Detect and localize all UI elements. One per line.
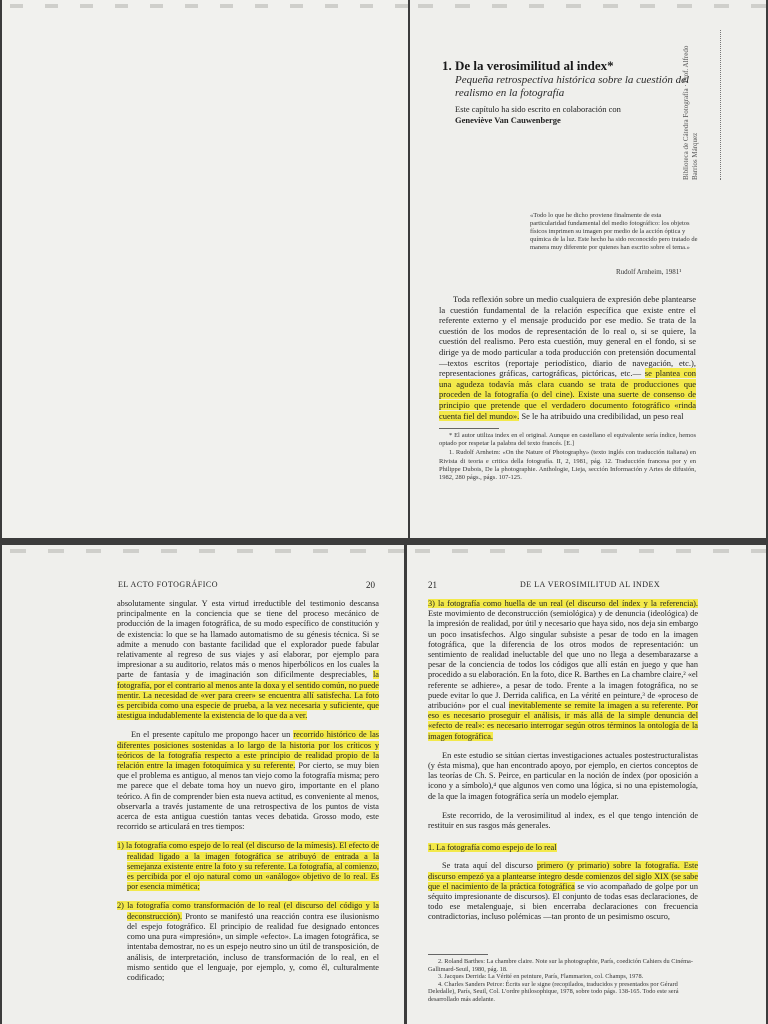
- scan-edge-marks: [407, 549, 766, 557]
- paragraph-text: Se trata aquí del discurso: [442, 861, 533, 871]
- highlighted-heading: 1. La fotografía como espejo de lo real: [428, 843, 557, 853]
- paragraph: [428, 861, 698, 922]
- list-item: [117, 901, 379, 983]
- text-column: [117, 599, 379, 992]
- page-number: 20: [366, 580, 375, 590]
- collab-name: Geneviève Van Cauwenberge: [455, 115, 561, 125]
- paragraph-text: absolutamente singular. Y esta virtud irreductible del testimonio descansa principalmente en la conciencia que se tiene del proceso mecánico de producción de la imagen fotográfica, de su modo específico de constitución y de existencia: lo que se ha llamado automatismo de su génesis técnica. Si se admite a menudo con bastante facilidad que el explorador puede fabular relativamente al regreso de sus viajes y así elaborar, por ejemplo para impresionar a su auditorio, relatos más o menos hiperbólicos en los cuales la parte de fantasía y de imaginación son difícilmente despreciables,: [117, 599, 379, 680]
- scan-edge-marks: [2, 549, 404, 557]
- highlighted-passage: la fotografía, por el contrario al menos ante la doxa y el sentido común, no puede mentir. La necesidad de «ver para creer» se encuentra allí satisfecha. La foto es percibida como una especie de prueba, a la vez necesaria y suficiente, que atestigua indudablemente la existencia de lo que da a ver.: [117, 670, 379, 721]
- highlighted-passage: recorrido histórico de las diferentes posiciones sostenidas a lo largo de la historia por los críticos y teóricos de la fotografía respecto a este principio de realidad propio de la relación entre la imagen fotoquímica y su referente.: [117, 730, 379, 771]
- paragraph: En este estudio se sitúan ciertas investigaciones actuales postestructuralistas (y ésta misma), que han encontrado apoyo, por ejemplo, en ciertos conceptos de las teorías de Ch. S. Peirce, en particular en la noción de índex (por oposición a icono y a símbolo),⁴ que algunos ven como una lógica, si no una epistemología, de la que la imagen fotográfica sería un modelo ejemplar.: [428, 750, 698, 801]
- epigraph: «Todo lo que he dicho proviene finalmente de esta particularidad fundamental del medio fotográfico: los objetos físicos imprimen su imagen por medio de la acción óptica y química de la luz. Este hecho ha sido reconocido pero tratado de manera muy diferente por quienes han escrito sobre el tema.»: [530, 212, 698, 251]
- chapter-subtitle: Pequeña retrospectiva histórica sobre la cuestión del realismo en la fotografía: [455, 74, 690, 99]
- paragraph-text: Se le ha atribuido una credibilidad, un peso real: [521, 410, 684, 421]
- section-heading: [428, 843, 698, 853]
- paragraph-text: Por cierto, se muy bien que el problema es antiguo, al menos tan viejo como la fotografía misma; pero me parece que el debate toma hoy un nuevo giro, importante en el plano teórico. A fin de comprender bien esta nueva actitud, es conveniente al menos, observarla a través justamente de una retrospectiva de los puntos de vista acerca de esta antigua cuestión tantas veces debatida. Grosso modo, este recorrido se articulará en tres tiempos:: [117, 761, 380, 832]
- footnotes: [428, 958, 698, 1004]
- footnote: 1. Rudolf Arnheim: «On the Nature of Photography» (texto inglés con traducción italiana) en Rivista di teoria e critica della fotografía. II, 2, 1981, pág. 12. Traducción francesa por y en Philippe Dubois, De la photographie. Anthologie, Lieja, sección Información y Artes de difusión, 1982, 280 págs., págs. 107-125.: [439, 449, 696, 482]
- footnote: * El autor utiliza index en el original. Aunque en castellano el equivalente sería índice, hemos optado por respetar la palabra del texto francés. [E.]: [439, 432, 696, 448]
- scan-edge-marks: [410, 4, 766, 12]
- footnote: 4. Charles Sanders Peirce: Écrits sur le signe (recopilados, traducidos y presentados por Gérard Deledalle), París, Seuil, Col. L'ordre philosophique, 1978, sobre todo págs. 138-165. Todo este será desarrollado más adelante.: [428, 980, 679, 1003]
- highlighted-passage: 2) la fotografía como transformación de lo real (el discurso del código y la deconstrucción).: [117, 901, 379, 921]
- list-item: [428, 599, 698, 742]
- footnote: 3. Jacques Derrida: La Vérité en peinture, París, Flammarion, col. Champs, 1978.: [438, 973, 644, 981]
- running-head: DE LA VEROSIMILITUD AL INDEX: [520, 580, 661, 589]
- footnote: 2. Roland Barthes: La chambre claire. Note sur la photographie, París, coedición Cahiers du Cinéma-Gallimard-Seuil, 1980, pág. 18.: [428, 958, 693, 973]
- page-number: 21: [428, 580, 437, 590]
- epigraph-attribution: Rudolf Arnheim, 1981¹: [616, 268, 682, 276]
- running-head: EL ACTO FOTOGRÁFICO: [118, 580, 219, 589]
- highlighted-passage: inevitablemente se remite la imagen a su referente. Por eso es necesario proseguir el análisis, ir más allá de la simple denuncia del «efecto de real»: es necesario interrogar según otros términos la ontología de la imagen fotográfica.: [428, 701, 698, 741]
- paragraph-text: se vio acompañado de golpe por un séquito impresionante de discursos). El conjunto de todas esas declaraciones, de todo ese metalenguaje, si bien encerraba declaraciones con frecuencia contradictorias, incluso polémicas —tan pronto de un pesimismo oscuro,: [428, 881, 698, 922]
- list-item: [117, 841, 379, 892]
- paragraph-text: En el presente capítulo me propongo hacer un: [131, 730, 291, 740]
- blank-page: [2, 0, 408, 538]
- chapter-title: 1. De la verosimilitud al index*: [442, 58, 614, 73]
- paragraph: [117, 599, 379, 721]
- opening-paragraph: [439, 294, 696, 421]
- collab-text: Este capítulo ha sido escrito en colaboración con: [455, 104, 621, 114]
- paragraph-text: Este movimiento de deconstrucción (semiológica) y de denuncia (ideológica) de la impresión de realidad, por útil y necesario que haya sido, nos deja sin embargo un poco insatisfechos. Algo singular subsiste a pesar de todo en la imagen fotográfica, que la diferencia de los otros modos de representación: un sentimiento de realidad ineluctable del que uno no llega a desembarazarse a pesar de la conciencia de todos los códigos que allí están en juego y que han procedido a su elaboración. En la foto, dice R. Barthes en La chambre claire,² «el referente se adhiere», a pesar de todo. Frente a la imagen fotográfica, no se puede evitar lo que J. Derrida califica, en La vérité en peinture,³ de «proceso de atribución» por el cual: [428, 609, 698, 711]
- paragraph-text: Toda reflexión sobre un medio cualquiera de expresión debe plantearse la cuestión fundamental de la relación específica que existe entre el referente externo y el mensaje producido por ese medio. Se trata de la cuestión de los modos de representación de lo real o, si se quiere, la cuestión del realismo. Pero esta cuestión, muy general en el fondo, si se dirige ya de modo particular a toda producción con pretensión documental —textos escritos (reportaje periodístico, diario de navegación, etc.), representaciones gráficas, cartográficas, pictóricas, etc.—: [439, 294, 696, 379]
- highlighted-passage: 1) la fotografía como espejo de lo real (el discurso de la mímesis). El efecto de realidad ligado a la imagen fotográfica se atribuyó de entrada a la semejanza existente entre la foto y su referente. La fotografía, al comienzo, es percibida por el ojo natural como un «análogo» objetivo de lo real. Es por esencia mimética;: [117, 841, 379, 892]
- text-column: [428, 599, 698, 932]
- footnote-rule: [439, 428, 499, 429]
- paragraph: Este recorrido, de la verosimilitud al index, es el que tengo intención de restituir en sus rasgos más generales.: [428, 810, 698, 831]
- highlighted-passage: se plantea con una agudeza todavía más clara cuando se trata de producciones que proceden de la fotografía (o del cine). Existe una suerte de consenso de principio que pretende que el verdadero documento fotográfico «rinda cuenta fiel del mundo».: [439, 368, 697, 421]
- paragraph-text: Pronto se manifestó una reacción contra ese ilusionismo del espejo fotográfico. El principio de realidad fue designado entonces como una pura «impresión», un simple «efecto». La imagen fotográfica, se intentaba demostrar, no es un espejo neutro sino un útil de transposición, de análisis, de interpretación, incluso de transformación de lo real, en el mismo sentido que el lenguaje, por ejemplo, y, como él, culturalmente codificado;: [127, 911, 379, 982]
- library-stamp: Biblioteca de Cátedra Fotografía · Prof. Alfredo Barrios Márquez: [682, 30, 721, 180]
- footnote-rule: [428, 954, 488, 955]
- collaboration-note: [455, 104, 685, 126]
- highlighted-passage: primero (y primario) sobre la fotografía. Este discurso empezó ya a plantearse íntegro desde comienzos del siglo XIX (se sabe que el nacimiento de la práctica fotográfica: [428, 861, 698, 891]
- scan-edge-marks: [2, 4, 408, 12]
- paragraph: [117, 730, 379, 832]
- footnotes: [439, 432, 696, 483]
- highlighted-passage: 3) la fotografía como huella de un real (el discurso del índex y la referencia).: [428, 599, 698, 608]
